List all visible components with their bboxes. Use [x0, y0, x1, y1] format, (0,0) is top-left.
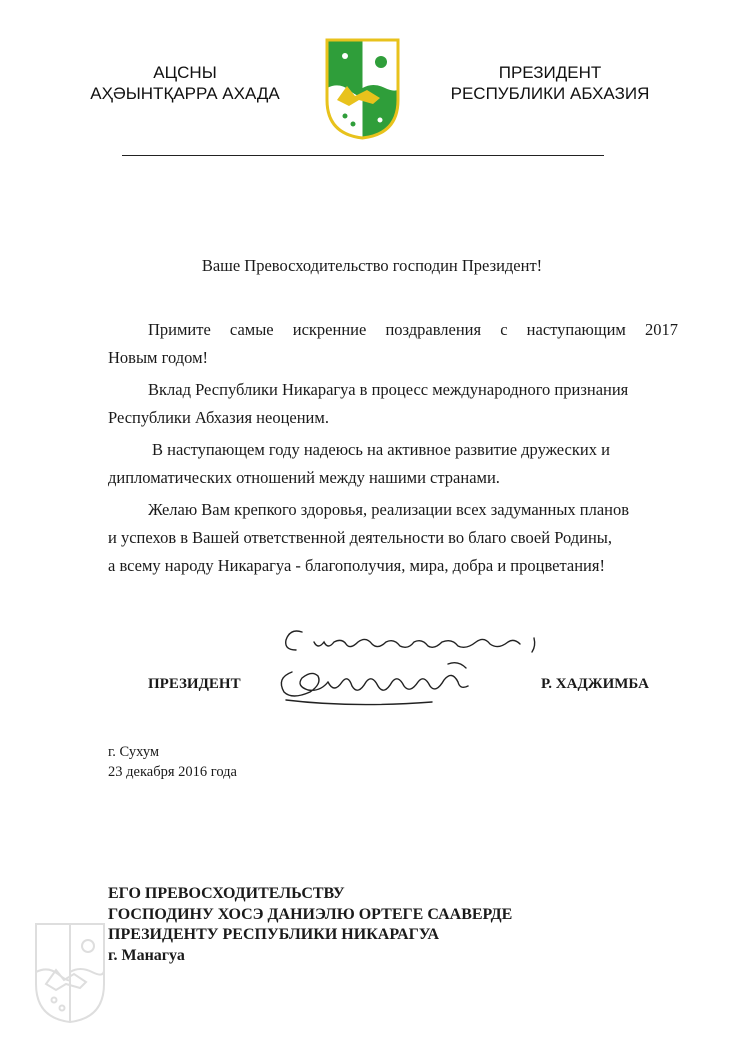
- paragraph-2-line1: Вклад Республики Никарагуа в процесс международного признания: [148, 380, 629, 399]
- signature-name: Р. ХАДЖИМБА: [541, 676, 649, 692]
- city: г. Сухум: [108, 744, 160, 760]
- paragraph-3: [108, 436, 678, 492]
- place-date: [108, 742, 237, 782]
- watermark-emblem-icon: [34, 922, 106, 1024]
- recipient-line1: ЕГО ПРЕВОСХОДИТЕЛЬСТВУ: [108, 885, 345, 902]
- header-left-line1: АЦСНЫ: [153, 63, 217, 82]
- paragraph-2-line2: Республики Абхазия неоценим.: [108, 408, 329, 427]
- header-right-title: [400, 62, 700, 104]
- paragraph-1-line1: Примите самые искренние поздравления с наступающим 2017: [148, 320, 678, 339]
- paragraph-2: [108, 376, 678, 432]
- header-left-line2: АҲӘЫНТҚАРРА АХАДА: [90, 84, 280, 103]
- handwritten-signature: [262, 620, 562, 720]
- header-left-title: [40, 62, 330, 104]
- paragraph-4-line1: Желаю Вам крепкого здоровья, реализации всех задуманных планов: [148, 500, 630, 519]
- paragraph-1-line2: Новым годом!: [108, 348, 209, 367]
- header-right-line2: РЕСПУБЛИКИ АБХАЗИЯ: [450, 84, 650, 103]
- recipient-block: [108, 884, 512, 966]
- paragraph-1: [108, 316, 678, 372]
- paragraph-3-line2: дипломатических отношений между нашими странами.: [108, 468, 500, 487]
- recipient-line2: ГОСПОДИНУ ХОСЭ ДАНИЭЛЮ ОРТЕГЕ СААВЕРДЕ: [108, 905, 513, 923]
- signature-title: ПРЕЗИДЕНТ: [148, 676, 241, 692]
- recipient-line4: г. Манагуа: [108, 946, 185, 964]
- emblem-icon: [325, 38, 400, 140]
- header-divider: [122, 155, 604, 156]
- salutation: Ваше Превосходительство господин Президент!: [201, 256, 543, 275]
- header-right-line1: ПРЕЗИДЕНТ: [498, 63, 602, 82]
- paragraph-3-line1: В наступающем году надеюсь на активное развитие дружеских и: [152, 440, 610, 459]
- paragraph-4-line2: и успехов в Вашей ответственной деятельности во благо своей Родины,: [108, 528, 613, 547]
- date: 23 декабря 2016 года: [108, 764, 237, 780]
- paragraph-4-line3: а всему народу Никарагуа - благополучия, мира, добра и процветания!: [108, 556, 605, 575]
- paragraph-4: [108, 496, 678, 580]
- recipient-line3: ПРЕЗИДЕНТУ РЕСПУБЛИКИ НИКАРАГУА: [108, 926, 440, 943]
